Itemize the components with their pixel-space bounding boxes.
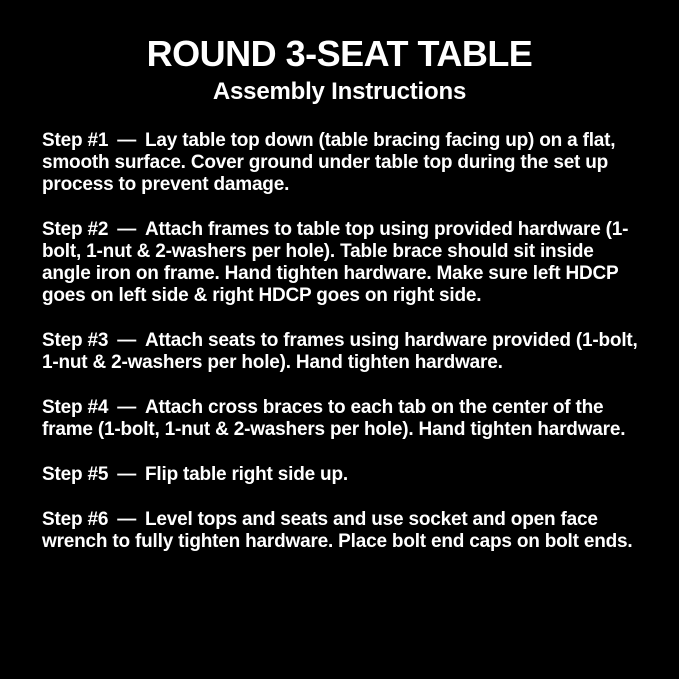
step-1-text: Lay table top down (table bracing facing up) on a flat, smooth surface. Cover ground under table top during the set up process to prevent damage. <box>42 130 616 195</box>
steps-list <box>42 130 639 553</box>
step-3-label: Step #3 <box>42 330 109 351</box>
page-title: ROUND 3-SEAT TABLE <box>146 33 533 74</box>
step-6-label: Step #6 <box>42 509 109 530</box>
step-3-text: Attach seats to frames using hardware provided (1-bolt, 1-nut & 2-washers per hole). Hand tighten hardware. <box>42 330 638 373</box>
step-1-separator: — <box>117 130 136 151</box>
step-3-separator: — <box>117 330 136 351</box>
step-5-label: Step #5 <box>42 464 109 485</box>
step-5-text: Flip table right side up. <box>145 464 348 485</box>
step-1-label: Step #1 <box>42 130 109 151</box>
step-2-label: Step #2 <box>42 219 109 240</box>
step-5-separator: — <box>117 464 136 485</box>
step-2-separator: — <box>117 219 136 240</box>
step-1-paragraph <box>42 130 639 196</box>
step-4-label: Step #4 <box>42 397 109 418</box>
header <box>42 33 637 105</box>
page-subtitle: Assembly Instructions <box>212 78 467 105</box>
step-2-text: Attach frames to table top using provided hardware (1-bolt, 1-nut & 2-washers per hole). Table brace should sit inside angle iron on frame. Hand tighten hardware. Make sure left HDCP goes on left side & right HDCP goes on right side. <box>42 219 629 306</box>
step-4-text: Attach cross braces to each tab on the center of the frame (1-bolt, 1-nut & 2-washers per hole). Hand tighten hardware. <box>42 397 626 440</box>
step-5-paragraph <box>42 464 639 486</box>
step-6-text: Level tops and seats and use socket and open face wrench to fully tighten hardware. Place bolt end caps on bolt ends. <box>42 509 633 552</box>
step-2-paragraph <box>42 219 639 307</box>
step-4-separator: — <box>117 397 136 418</box>
step-3-paragraph <box>42 330 639 374</box>
step-6-paragraph <box>42 509 639 553</box>
step-6-separator: — <box>117 509 136 530</box>
step-4-paragraph <box>42 397 639 441</box>
